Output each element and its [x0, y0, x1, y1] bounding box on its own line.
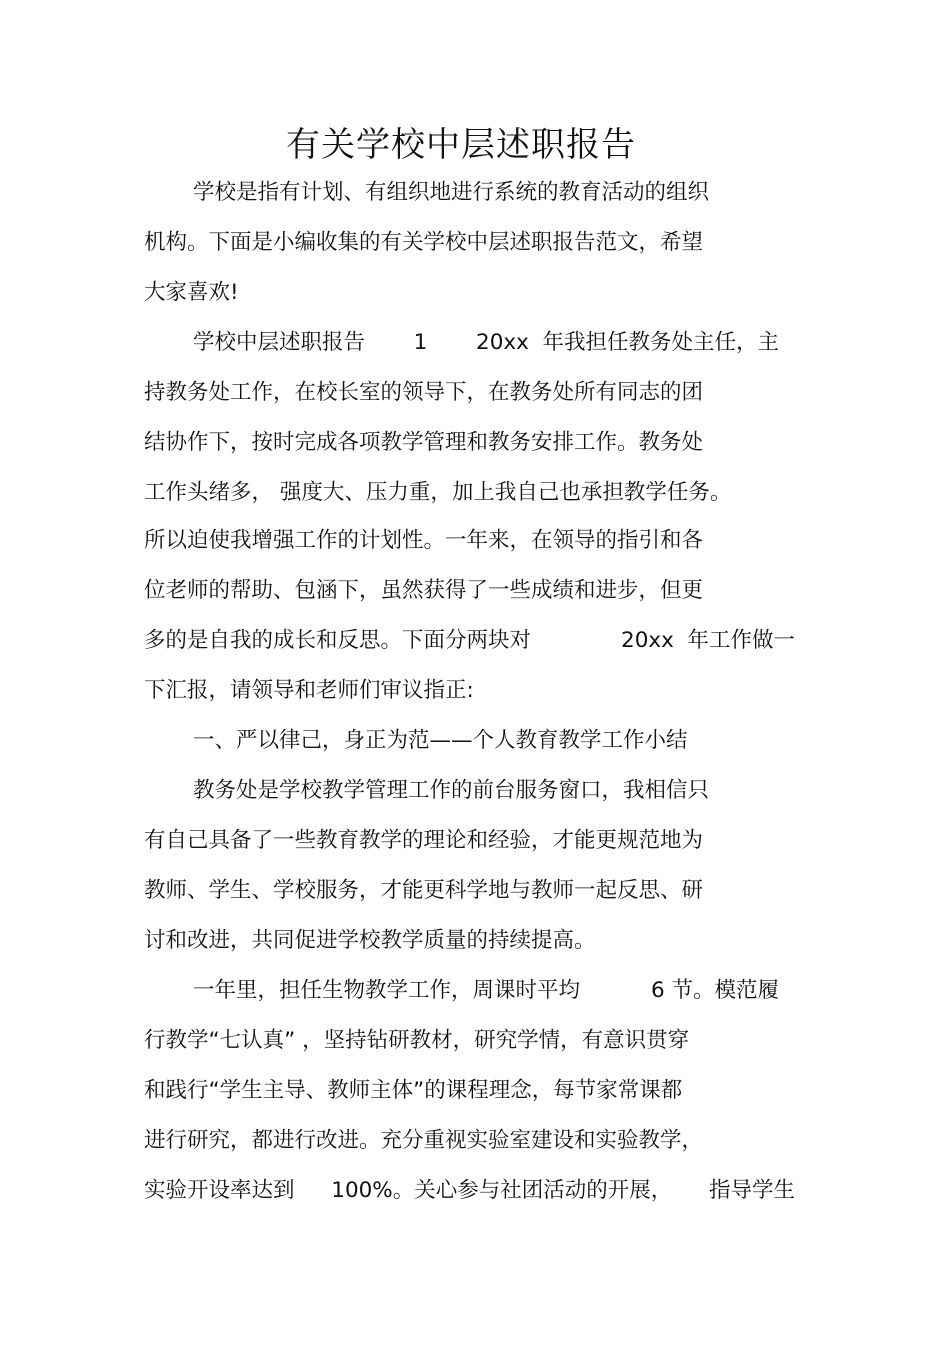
text-segment: 100%。关心参与社团活动的开展， [331, 1178, 673, 1203]
text-line: 教师、学生、学校服务，才能更科学地与教师一起反思、研 [144, 878, 704, 903]
text-line: 工作头绪多， 强度大、压力重，加上我自己也承担教学任务。 [144, 480, 732, 505]
text-line: 讨和改进，共同促进学校教学质量的持续提高。 [144, 928, 596, 953]
text-segment: 指导学生 [708, 1178, 795, 1203]
text-line: 下汇报，请领导和老师们审议指正: [144, 678, 474, 703]
text-line: 学校是指有计划、有组织地进行系统的教育活动的组织 [193, 180, 710, 205]
text-line [193, 328, 779, 358]
text-segment: 1 [413, 330, 428, 355]
text-line: 有自己具备了一些教育教学的理论和经验，才能更规范地为 [144, 828, 704, 853]
text-segment: 20xx 年我担任教务处主任，主 [476, 330, 779, 355]
text-line [144, 1176, 795, 1206]
text-segment: 一年里，担任生物教学工作，周课时平均 [193, 978, 581, 1003]
text-segment: 学校中层述职报告 [193, 330, 366, 355]
text-line: 教务处是学校教学管理工作的前台服务窗口，我相信只 [193, 778, 710, 803]
text-line: 结协作下，按时完成各项教学管理和教务安排工作。教务处 [144, 430, 704, 455]
text-line: 机构。下面是小编收集的有关学校中层述职报告范文，希望 [144, 230, 704, 255]
text-segment: 实验开设率达到 [144, 1178, 295, 1203]
text-line: 持教务处工作，在校长室的领导下，在教务处所有同志的团 [144, 380, 704, 405]
document-title: 有关学校中层述职报告 [286, 125, 636, 165]
text-line: 和践行“学生主导、教师主体”的课程理念，每节家常课都 [144, 1078, 683, 1103]
text-segment: 6 节。模范履 [650, 978, 779, 1003]
text-line: 所以迫使我增强工作的计划性。一年来，在领导的指引和各 [144, 528, 704, 553]
text-line [144, 626, 795, 656]
text-line: 进行研究，都进行改进。充分重视实验室建设和实验教学， [144, 1128, 704, 1153]
text-line: 大家喜欢! [144, 280, 239, 305]
text-segment: 多的是自我的成长和反思。下面分两块对 [144, 628, 532, 653]
text-line [193, 976, 779, 1006]
text-line: 行教学“七认真” ，坚持钻研教材，研究学情，有意识贯穿 [144, 1028, 690, 1053]
section-heading: 一、严以律己，身正为范——个人教育教学工作小结 [193, 728, 688, 753]
text-line: 位老师的帮助、包涵下，虽然获得了一些成绩和进步，但更 [144, 578, 704, 603]
text-segment: 20xx 年工作做一 [621, 628, 795, 653]
